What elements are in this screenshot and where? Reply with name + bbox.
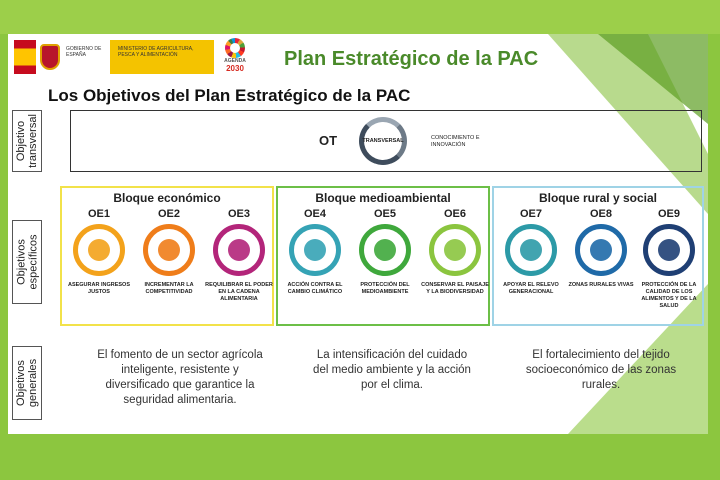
- ot-description: CONOCIMIENTO E INNOVACIÓN: [431, 135, 480, 148]
- objective-oe1: [64, 208, 134, 296]
- background-top: [0, 0, 720, 34]
- agenda-label: AGENDA: [224, 58, 246, 64]
- agenda-2030-logo: [218, 38, 252, 74]
- row-label-especificos-text: Objetivos específicos: [15, 234, 40, 290]
- general-objective-medioambiental: La intensificación del cuidado del medio ambiente y la acción por el clima.: [313, 349, 471, 391]
- bloque-title: Bloque medioambiental: [315, 191, 451, 205]
- gov-label: GOBIERNO DE ESPAÑA: [66, 46, 102, 58]
- village-icon: [575, 224, 627, 276]
- bloque-title: Bloque económico: [113, 191, 221, 205]
- oe-code: OE1: [87, 208, 110, 220]
- general-objective-economico: El fomento de un sector agrícola inteligente, resistente y diversificado que garantice la seguridad alimentaria.: [97, 349, 263, 406]
- cow-icon: [643, 224, 695, 276]
- ministry-block: [110, 40, 214, 74]
- oe-description: ZONAS RURALES VIVAS: [568, 282, 634, 288]
- oe-description: PROTECCIÓN DE LA CALIDAD DE LOS ALIMENTOS Y DE LA SALUD: [641, 282, 697, 309]
- objective-oe5: [350, 208, 420, 296]
- objective-oe4: [280, 208, 350, 296]
- infographic-card: [8, 34, 708, 434]
- globe-icon: [289, 224, 341, 276]
- oe-description: ACCIÓN CONTRA EL CAMBIO CLIMÁTICO: [287, 282, 343, 295]
- bloque-title: Bloque rural y social: [538, 191, 658, 205]
- row-label-transversal-text: Objetivo transversal: [15, 114, 40, 168]
- oe-code: OE6: [443, 208, 466, 220]
- row-label-generales-text: Objetivos generales: [15, 358, 39, 408]
- oe-description: CONSERVAR EL PAISAJE Y LA BIODIVERSIDAD: [421, 282, 489, 295]
- spain-flag-icon: [14, 40, 36, 74]
- objective-oe9: [634, 208, 704, 310]
- oe-code: OE9: [657, 208, 680, 220]
- farmer-icon: [73, 224, 125, 276]
- transversal-ring-icon: [359, 117, 407, 165]
- agenda-year: 2030: [226, 64, 244, 73]
- oe-code: OE4: [303, 208, 326, 220]
- objective-oe7: [496, 208, 566, 296]
- oe-description: APOYAR EL RELEVO GENERACIONAL: [503, 282, 559, 295]
- oe-code: OE3: [227, 208, 250, 220]
- oe-code: OE8: [589, 208, 612, 220]
- row-label-generales: [12, 346, 42, 420]
- oe-code: OE2: [157, 208, 180, 220]
- coat-of-arms-icon: [40, 44, 60, 70]
- oe-description: REQUILIBRAR EL PODER EN LA CADENA ALIMENTARIA: [205, 282, 273, 302]
- general-objective-rural: El fortalecimiento del tejido socioeconómico de las zonas rurales.: [525, 349, 677, 391]
- subtitle: Los Objetivos del Plan Estratégico de la PAC: [48, 86, 411, 105]
- page-title: Plan Estratégico de la PAC: [284, 48, 539, 70]
- oe-description: PROTECCIÓN DEL MEDIOAMBIENTE: [360, 282, 410, 295]
- rocket-icon: [143, 224, 195, 276]
- row-label-especificos: [12, 220, 42, 304]
- row-label-transversal: [12, 110, 42, 172]
- oe-description: INCREMENTAR LA COMPETITIVIDAD: [144, 282, 194, 295]
- young-farmer-icon: [505, 224, 557, 276]
- objective-oe3: [204, 208, 274, 303]
- objective-oe8: [566, 208, 636, 289]
- bloque-rural-social: [492, 186, 704, 326]
- header: [8, 34, 708, 82]
- basket-icon: [213, 224, 265, 276]
- oe-code: OE7: [519, 208, 542, 220]
- sdg-wheel-icon: [225, 38, 245, 58]
- leaf-icon: [359, 224, 411, 276]
- landscape-icon: [429, 224, 481, 276]
- ot-code: OT: [319, 133, 338, 148]
- bloque-medioambiental: [276, 186, 490, 326]
- objective-oe2: [134, 208, 204, 296]
- objective-oe6: [420, 208, 490, 296]
- ministry-label: MINISTERIO DE AGRICULTURA, PESCA Y ALIMENTACIÓN: [118, 46, 194, 58]
- oe-code: OE5: [373, 208, 396, 220]
- oe-description: ASEGURAR INGRESOS JUSTOS: [67, 282, 131, 295]
- background-bottom: [0, 434, 720, 480]
- ot-ring-label: TRANSVERSAL: [362, 138, 404, 144]
- transversal-box: [70, 110, 702, 172]
- bloque-economico: [60, 186, 274, 326]
- gobierno-logo: [14, 40, 202, 74]
